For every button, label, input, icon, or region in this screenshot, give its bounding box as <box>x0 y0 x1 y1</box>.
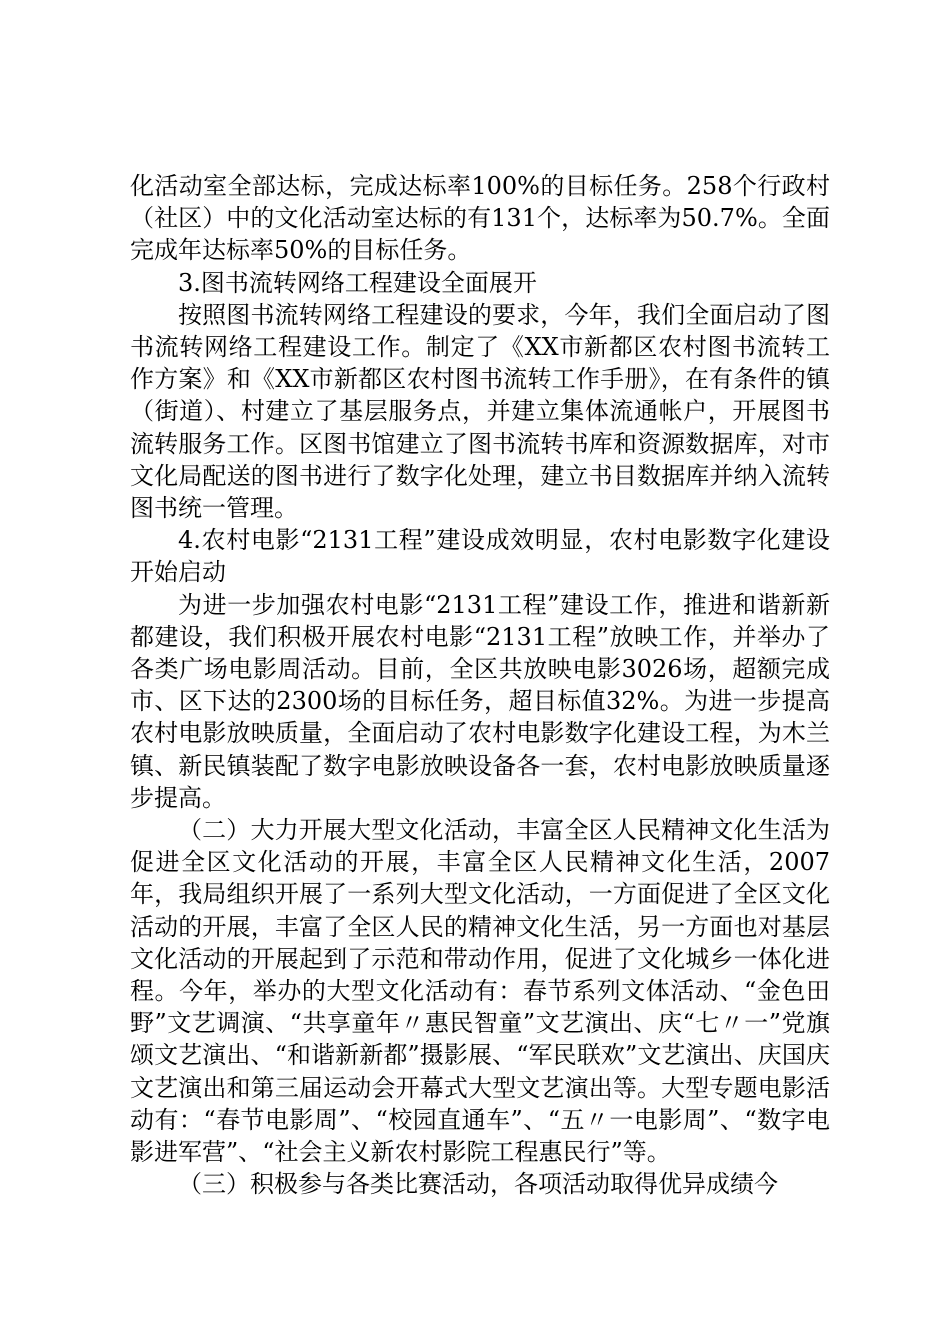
paragraph-continuation: 化活动室全部达标，完成达标率100%的目标任务。258个行政村（社区）中的文化活动室达标的有131个，达标率为50.7%。全面完成年达标率50%的目标任务。 <box>130 172 830 265</box>
section-heading-4: 4.农村电影“2131工程”建设成效明显，农村电影数字化建设开始启动 <box>130 526 830 587</box>
document-body <box>130 170 830 1201</box>
paragraph-book-circulation: 按照图书流转网络工程建设的要求，今年，我们全面启动了图书流转网络工程建设工作。制定了《XX市新都区农村图书流转工作方案》和《XX市新都区农村图书流转工作手册》，在有条件的镇（街道）、村建立了基层服务点，并建立集体流通帐户，开展图书流转服务工作。区图书馆建立了图书流转书库和资源数据库，对市文化局配送的图书进行了数字化处理，建立书目数据库并纳入流转图书统一管理。 <box>130 300 830 523</box>
paragraph-rural-film: 为进一步加强农村电影“2131工程”建设工作，推进和谐新新都建设，我们积极开展农村电影“2131工程”放映工作，并举办了各类广场电影周活动。目前，全区共放映电影3026场，超额完成市、区下达的2300场的目标任务，超目标值32%。为进一步提高农村电影放映质量，全面启动了农村电影数字化建设工程，为木兰镇、新民镇装配了数字电影放映设备各一套，农村电影放映质量逐步提高。 <box>130 590 830 812</box>
paragraph-cultural-activities: （二）大力开展大型文化活动，丰富全区人民精神文化生活为促进全区文化活动的开展，丰富全区人民精神文化生活，2007年，我局组织开展了一系列大型文化活动，一方面促进了全区文化活动的开展，丰富了全区人民的精神文化生活，另一方面也对基层文化活动的开展起到了示范和带动作用，促进了文化城乡一体化进程。今年，举办的大型文化活动有：春节系列文体活动、“金色田野”文艺调演、“共享童年〃惠民智童”文艺演出、庆“七〃一”党旗颂文艺演出、“和谐新新都”摄影展、“军民联欢”文艺演出、庆国庆文艺演出和第三届运动会开幕式大型文艺演出等。大型专题电影活动有：“春节电影周”、“校园直通车”、“五〃一电影周”、“数字电影进军营”、“社会主义新农村影院工程惠民行”等。 <box>130 816 830 1167</box>
paragraph-competitions: （三）积极参与各类比赛活动，各项活动取得优异成绩今 <box>178 1170 778 1199</box>
section-heading-3: 3.图书流转网络工程建设全面展开 <box>178 268 537 297</box>
